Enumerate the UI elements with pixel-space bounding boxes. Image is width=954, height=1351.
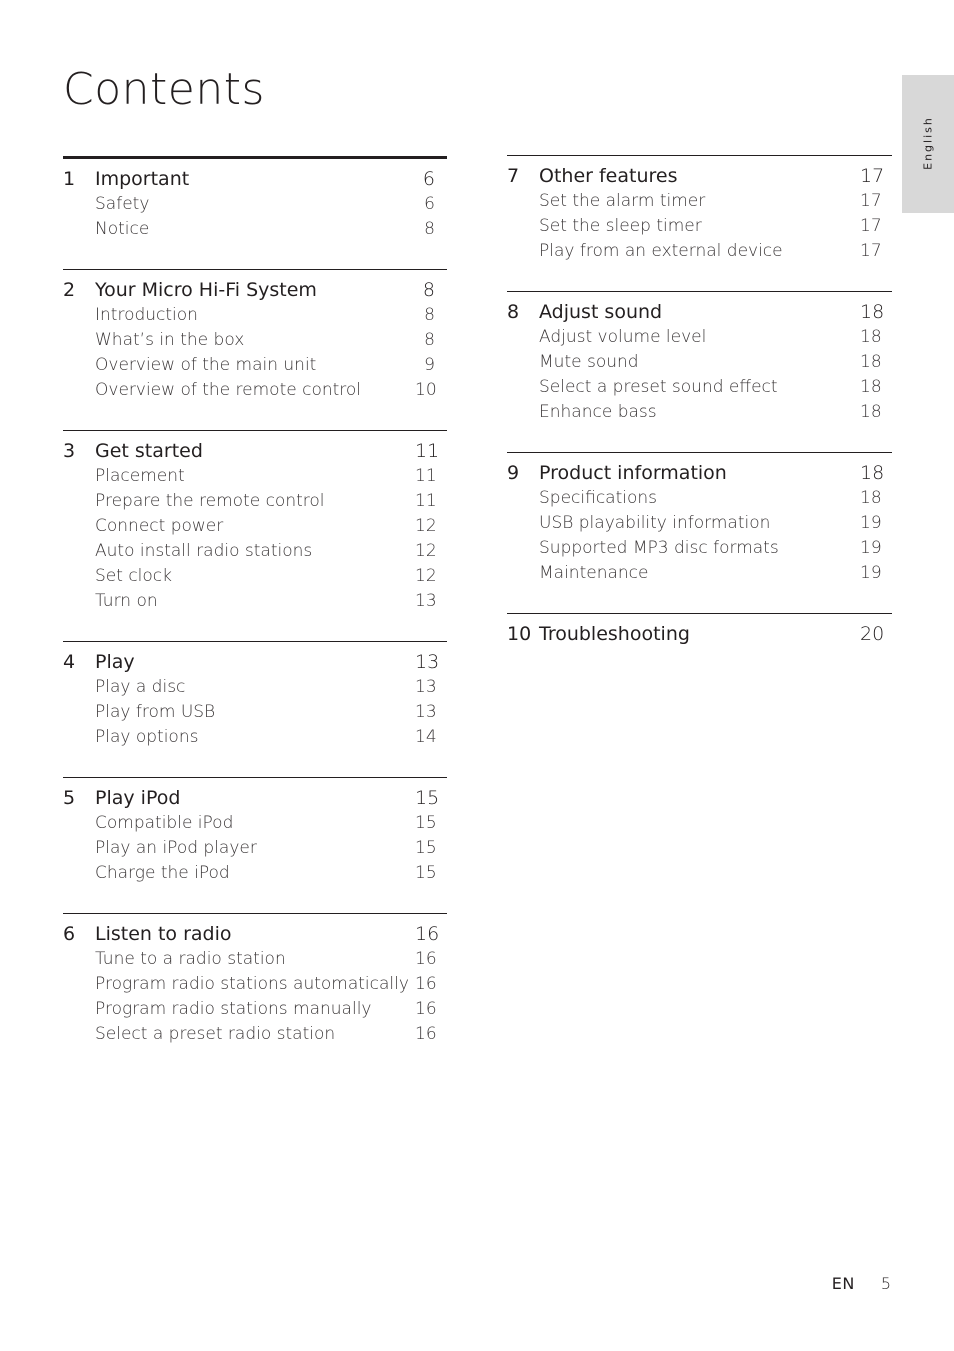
chapter-title: Important	[95, 168, 190, 190]
chapter-number: 5	[63, 787, 76, 809]
chapter-number: 9	[507, 462, 520, 484]
subentry-page: 19	[860, 563, 882, 583]
toc-subentry[interactable]	[507, 561, 892, 586]
subentry-page: 15	[415, 838, 437, 858]
subentry-title: Charge the iPod	[95, 863, 230, 883]
toc-subentry[interactable]	[63, 725, 447, 750]
toc-subentry[interactable]	[63, 1022, 447, 1047]
subentry-title: Play from an external device	[539, 241, 783, 261]
section-entries	[507, 156, 892, 291]
subentry-page: 16	[415, 949, 437, 969]
footer-language: EN	[831, 1274, 855, 1293]
toc-subentry[interactable]	[507, 239, 892, 264]
subentry-title: Adjust volume level	[539, 327, 707, 347]
page-title: Contents	[63, 64, 265, 115]
subentry-title: Select a preset radio station	[95, 1024, 336, 1044]
subentry-title: Play a disc	[95, 677, 186, 697]
subentry-title: Overview of the remote control	[95, 380, 362, 400]
chapter-title: Play	[95, 651, 135, 673]
toc-column-right	[507, 155, 892, 674]
chapter-page: 16	[415, 923, 440, 945]
language-tab	[902, 75, 954, 213]
subentry-title: Turn on	[95, 591, 158, 611]
subentry-title: Connect power	[95, 516, 224, 536]
subentry-title: Mute sound	[539, 352, 639, 372]
toc-chapter-entry[interactable]	[63, 277, 447, 303]
subentry-title: Tune to a radio station	[95, 949, 286, 969]
toc-subentry[interactable]	[63, 378, 447, 403]
toc-subentry[interactable]	[63, 353, 447, 378]
section-entries	[63, 914, 447, 1074]
toc-subentry[interactable]	[507, 375, 892, 400]
subentry-page: 8	[424, 219, 435, 239]
chapter-title: Product information	[539, 462, 727, 484]
subentry-page: 12	[415, 566, 437, 586]
toc-subentry[interactable]	[507, 400, 892, 425]
chapter-number: 4	[63, 651, 76, 673]
toc-chapter-entry[interactable]	[507, 299, 892, 325]
toc-subentry[interactable]	[63, 861, 447, 886]
subentry-title: Auto install radio stations	[95, 541, 313, 561]
subentry-title: Prepare the remote control	[95, 491, 325, 511]
chapter-page: 6	[422, 168, 435, 190]
toc-chapter-entry[interactable]	[507, 163, 892, 189]
language-tab-label: English	[921, 116, 935, 170]
subentry-title: Maintenance	[539, 563, 649, 583]
chapter-page: 18	[860, 462, 885, 484]
toc-chapter-entry[interactable]	[63, 921, 447, 947]
toc-chapter-entry[interactable]	[63, 438, 447, 464]
subentry-title: Play options	[95, 727, 199, 747]
toc-chapter-entry[interactable]	[63, 166, 447, 192]
chapter-number: 1	[63, 168, 76, 190]
toc-subentry[interactable]	[63, 328, 447, 353]
toc-chapter-entry[interactable]	[507, 460, 892, 486]
subentry-title: Set the sleep timer	[539, 216, 702, 236]
page-footer	[832, 1274, 891, 1293]
toc-subentry[interactable]	[63, 192, 447, 217]
subentry-page: 13	[415, 677, 437, 697]
toc-subentry[interactable]	[63, 700, 447, 725]
section-entries	[63, 270, 447, 430]
subentry-page: 16	[415, 1024, 437, 1044]
toc-section	[507, 452, 892, 613]
toc-column-left	[63, 156, 447, 1074]
subentry-page: 8	[424, 330, 435, 350]
subentry-page: 17	[860, 216, 882, 236]
subentry-title: Enhance bass	[539, 402, 657, 422]
toc-subentry[interactable]	[507, 189, 892, 214]
toc-section	[507, 291, 892, 452]
chapter-title: Your Micro Hi-Fi System	[95, 279, 317, 301]
toc-subentry[interactable]	[63, 514, 447, 539]
section-entries	[507, 614, 892, 674]
subentry-title: Program radio stations automatically	[95, 974, 409, 994]
subentry-page: 18	[860, 402, 882, 422]
subentry-page: 18	[860, 352, 882, 372]
toc-subentry[interactable]	[63, 947, 447, 972]
subentry-page: 15	[415, 813, 437, 833]
section-entries	[507, 453, 892, 613]
toc-subentry[interactable]	[63, 997, 447, 1022]
subentry-title: Safety	[95, 194, 150, 214]
toc-subentry[interactable]	[63, 217, 447, 242]
subentry-title: Play an iPod player	[95, 838, 257, 858]
toc-section	[63, 913, 447, 1074]
subentry-title: Play from USB	[95, 702, 216, 722]
chapter-page: 18	[860, 301, 885, 323]
subentry-page: 11	[415, 466, 437, 486]
chapter-page: 15	[415, 787, 440, 809]
subentry-page: 16	[415, 999, 437, 1019]
subentry-title: Select a preset sound effect	[539, 377, 778, 397]
section-entries	[63, 642, 447, 777]
subentry-page: 10	[415, 380, 437, 400]
toc-subentry[interactable]	[507, 536, 892, 561]
subentry-title: Set clock	[95, 566, 172, 586]
toc-subentry[interactable]	[63, 564, 447, 589]
section-entries	[63, 431, 447, 641]
subentry-page: 9	[424, 355, 435, 375]
subentry-title: Specifications	[539, 488, 658, 508]
subentry-page: 15	[415, 863, 437, 883]
subentry-page: 12	[415, 516, 437, 536]
footer-page-number: 5	[880, 1274, 891, 1293]
toc-section	[507, 155, 892, 291]
subentry-title: Compatible iPod	[95, 813, 234, 833]
toc-subentry[interactable]	[507, 325, 892, 350]
subentry-page: 19	[860, 513, 882, 533]
subentry-title: Introduction	[95, 305, 198, 325]
toc-subentry[interactable]	[507, 486, 892, 511]
toc-section	[507, 613, 892, 674]
chapter-page: 8	[422, 279, 435, 301]
chapter-title: Play iPod	[95, 787, 181, 809]
chapter-title: Troubleshooting	[539, 623, 690, 645]
subentry-page: 17	[860, 191, 882, 211]
chapter-title: Adjust sound	[539, 301, 663, 323]
toc-section	[63, 269, 447, 430]
subentry-page: 16	[415, 974, 437, 994]
toc-subentry[interactable]	[63, 539, 447, 564]
subentry-page: 14	[415, 727, 437, 747]
chapter-page: 17	[860, 165, 885, 187]
subentry-page: 19	[860, 538, 882, 558]
subentry-title: Supported MP3 disc formats	[539, 538, 779, 558]
chapter-number: 10	[507, 623, 532, 645]
section-entries	[63, 159, 447, 269]
chapter-number: 8	[507, 301, 520, 323]
toc-subentry[interactable]	[507, 350, 892, 375]
toc-section	[63, 777, 447, 913]
chapter-title: Listen to radio	[95, 923, 232, 945]
chapter-number: 3	[63, 440, 76, 462]
chapter-title: Other features	[539, 165, 678, 187]
toc-subentry[interactable]	[63, 303, 447, 328]
subentry-page: 8	[424, 305, 435, 325]
subentry-page: 13	[415, 702, 437, 722]
toc-chapter-entry[interactable]	[63, 649, 447, 675]
toc-subentry[interactable]	[63, 836, 447, 861]
chapter-number: 6	[63, 923, 76, 945]
subentry-page: 13	[415, 591, 437, 611]
subentry-title: Notice	[95, 219, 150, 239]
chapter-page: 11	[415, 440, 440, 462]
subentry-title: Program radio stations manually	[95, 999, 372, 1019]
subentry-title: What’s in the box	[95, 330, 245, 350]
subentry-title: Placement	[95, 466, 185, 486]
toc-chapter-entry[interactable]	[63, 785, 447, 811]
chapter-title: Get started	[95, 440, 203, 462]
subentry-page: 6	[424, 194, 435, 214]
section-entries	[507, 292, 892, 452]
toc-subentry[interactable]	[507, 511, 892, 536]
subentry-page: 11	[415, 491, 437, 511]
subentry-page: 18	[860, 377, 882, 397]
toc-chapter-entry[interactable]	[507, 621, 892, 647]
subentry-page: 17	[860, 241, 882, 261]
toc-subentry[interactable]	[63, 464, 447, 489]
subentry-page: 12	[415, 541, 437, 561]
chapter-number: 2	[63, 279, 76, 301]
chapter-page: 20	[860, 623, 885, 645]
toc-subentry[interactable]	[63, 589, 447, 614]
toc-section	[63, 156, 447, 269]
section-entries	[63, 778, 447, 913]
subentry-page: 18	[860, 488, 882, 508]
toc-subentry[interactable]	[507, 214, 892, 239]
toc-section	[63, 430, 447, 641]
toc-subentry[interactable]	[63, 675, 447, 700]
subentry-page: 18	[860, 327, 882, 347]
toc-section	[63, 641, 447, 777]
subentry-title: USB playability information	[539, 513, 771, 533]
toc-subentry[interactable]	[63, 811, 447, 836]
toc-subentry[interactable]	[63, 972, 447, 997]
chapter-number: 7	[507, 165, 520, 187]
subentry-title: Overview of the main unit	[95, 355, 317, 375]
toc-subentry[interactable]	[63, 489, 447, 514]
chapter-page: 13	[415, 651, 440, 673]
subentry-title: Set the alarm timer	[539, 191, 706, 211]
